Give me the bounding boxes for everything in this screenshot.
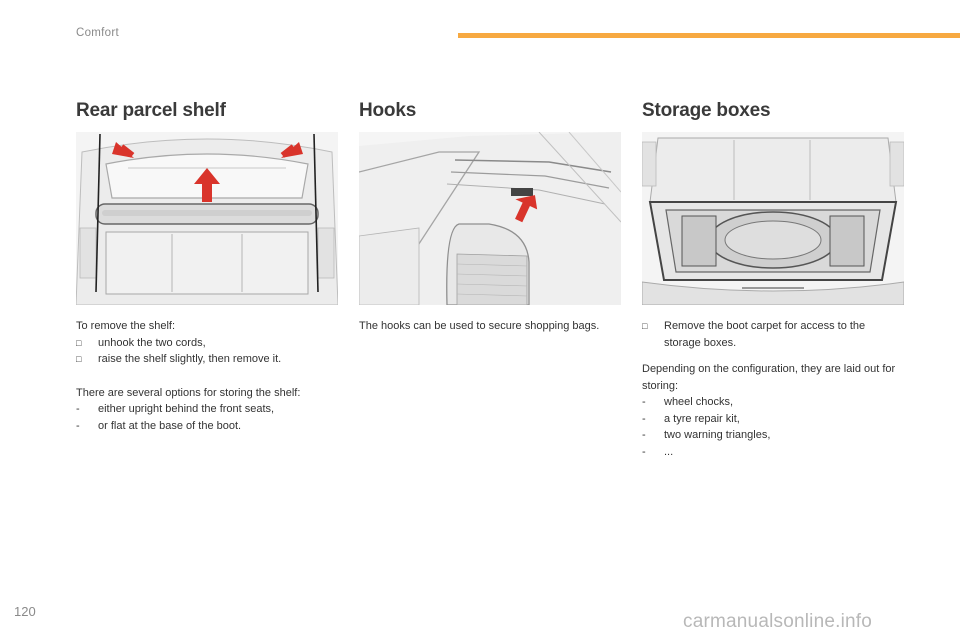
checkbox-icon: □ <box>76 354 82 364</box>
checkbox-icon: □ <box>642 321 648 331</box>
rear-parcel-shelf-text <box>76 318 338 434</box>
storage-boxes-text <box>642 318 904 460</box>
storage-config-intro: Depending on the configuration, they are laid out for storing: <box>642 363 896 392</box>
dash-marker: - <box>642 396 646 408</box>
dash-marker: - <box>76 419 80 432</box>
list-item-text: raise the shelf slightly, then remove it. <box>98 353 282 365</box>
list-item <box>642 318 904 351</box>
list-item-text: unhook the two cords, <box>98 336 206 349</box>
hooks-description: The hooks can be used to secure shopping bags. <box>359 320 600 332</box>
dash-marker: - <box>76 403 80 415</box>
section-header-bar <box>458 33 960 38</box>
rear-parcel-shelf-illustration <box>76 132 338 305</box>
list-item-text: either upright behind the front seats, <box>98 403 275 415</box>
list-item <box>642 444 904 461</box>
storage-boxes-heading: Storage boxes <box>642 100 771 121</box>
rear-parcel-shelf-heading: Rear parcel shelf <box>76 100 226 121</box>
list-item <box>76 418 338 435</box>
list-item-text: a tyre repair kit, <box>664 412 740 425</box>
dash-marker: - <box>642 445 646 458</box>
storage-boxes-illustration <box>642 132 904 305</box>
checkbox-icon: □ <box>76 337 82 348</box>
watermark: carmanualsonline.info <box>683 611 873 632</box>
storage-boxes-section <box>642 100 904 126</box>
list-item-text: two warning triangles, <box>664 429 771 441</box>
shelf-intro: To remove the shelf: <box>76 320 176 332</box>
shelf-storage-intro: There are several options for storing the shelf: <box>76 386 301 399</box>
rear-parcel-shelf-section <box>76 100 338 126</box>
dash-marker: - <box>642 429 646 441</box>
list-item-text: ... <box>664 445 674 458</box>
page-number: 120 <box>14 604 36 619</box>
list-item <box>76 351 338 368</box>
list-item <box>76 335 338 352</box>
hooks-text <box>359 318 607 335</box>
list-item <box>642 427 904 444</box>
list-item <box>642 411 904 428</box>
list-item-text: Remove the boot carpet for access to the storage boxes. <box>664 320 866 349</box>
list-item <box>76 401 338 418</box>
list-item <box>642 394 904 411</box>
list-item-text: or flat at the base of the boot. <box>98 419 242 432</box>
hooks-section <box>359 100 621 126</box>
section-header: Comfort <box>76 27 119 39</box>
hooks-illustration <box>359 132 621 305</box>
list-item-text: wheel chocks, <box>664 396 734 408</box>
dash-marker: - <box>642 412 646 425</box>
hooks-heading: Hooks <box>359 100 417 121</box>
